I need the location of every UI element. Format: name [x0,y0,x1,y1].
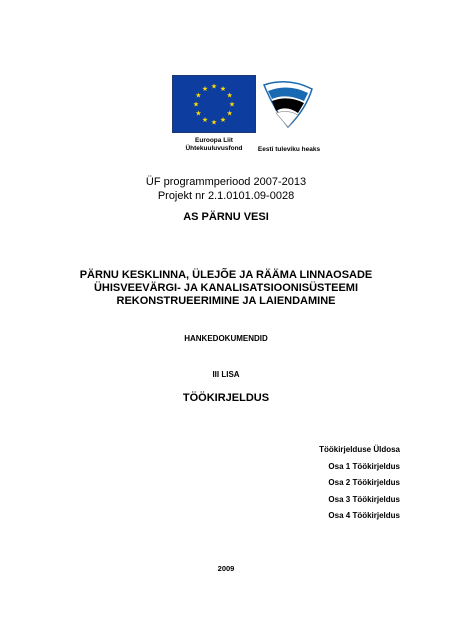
list-item: Osa 2 Töökirjeldus [328,478,400,487]
eu-star-icon: ★ [210,82,218,91]
section-name: TÖÖKIRJELDUS [182,392,270,404]
parts-list [319,445,400,528]
eu-star-icon: ★ [226,109,233,118]
eu-caption [172,137,256,152]
eu-flag-logo [172,75,256,133]
list-item: Osa 4 Töökirjeldus [328,511,400,520]
title-line-1: PÄRNU KESKLINNA, ÜLEJÕE JA RÄÄMA LINNAOSADE [79,269,373,281]
eu-star-icon: ★ [195,109,202,118]
annex-label: III LISA [212,370,240,379]
list-item: Töökirjelduse Üldosa [319,445,400,454]
document-title [0,269,452,308]
eu-star-icon: ★ [219,116,227,125]
eu-caption-line2: Ühtekuuluvusfond [185,144,243,152]
ee-caption: Eesti tuleviku heaks [257,146,321,153]
document-year: 2009 [217,564,235,573]
eu-star-icon: ★ [201,116,209,125]
eu-star-icon: ★ [226,91,233,100]
eesti-tuleviku-heaks-logo [258,75,318,135]
eu-star-icon: ★ [195,91,202,100]
eu-star-icon: ★ [201,84,209,93]
project-number: Projekt nr 2.1.0101.09-0028 [157,190,295,202]
eu-star-icon: ★ [210,118,218,127]
title-line-2: ÜHISVEEVÄRGI- JA KANALISATSIOONISÜSTEEMI [93,282,359,294]
list-item: Osa 1 Töökirjeldus [328,461,400,471]
eu-caption-line1: Euroopa Liit [195,137,233,144]
documents-heading: HANKEDOKUMENDID [184,334,268,343]
programme-period: ÜF programmperiood 2007-2013 [145,176,307,188]
list-item: Osa 3 Töökirjeldus [328,494,400,504]
eu-star-icon: ★ [219,84,227,93]
company-name: AS PÄRNU VESI [183,211,269,223]
title-line-3: REKONSTRUEERIMINE JA LAIENDAMINE [116,295,336,307]
eu-star-icon: ★ [228,100,236,109]
programme-info [0,175,452,203]
eu-star-icon: ★ [192,100,200,109]
